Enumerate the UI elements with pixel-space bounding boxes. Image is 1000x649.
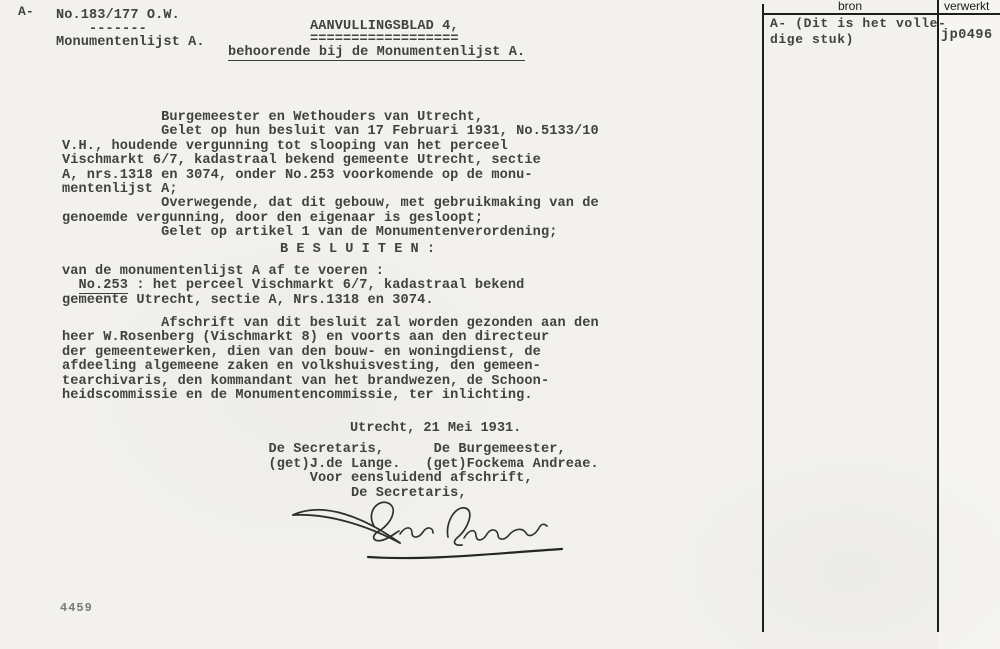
text-line: Gelet op hun besluit van 17 Februari 1931, No.5133/10	[62, 124, 599, 140]
dispatch-paragraph	[62, 317, 599, 403]
decision-item-number: No.253	[78, 278, 129, 294]
text-line: Afschrift van dit besluit zal worden gezonden aan den	[62, 316, 599, 331]
decision-line-1: van de monumentenlijst A af te voeren :	[62, 264, 385, 279]
text-line: heidscommissie en de Monumentencommissie, ter inlichting.	[62, 388, 533, 404]
document-title	[228, 20, 525, 60]
bron-note	[770, 16, 946, 47]
decision-line-2-rest: : het perceel Vischmarkt 6/7, kadastraal bekend	[128, 278, 525, 294]
decision-line-2	[62, 279, 524, 293]
annotation-column-divider-right	[937, 0, 939, 632]
dateline: Utrecht, 21 Mei 1931.	[350, 421, 522, 436]
bron-note-line-2: dige stuk)	[770, 31, 855, 47]
text-line: heer W.Rosenberg (Vischmarkt 8) en voorts aan den directeur	[62, 330, 550, 346]
column-header-verwerkt: verwerkt	[944, 0, 990, 13]
page-number: 4459	[60, 601, 93, 615]
annotation-column-divider-left	[762, 4, 764, 632]
text-line: tearchivaris, den kommandant van het brandwezen, de Schoon-	[62, 373, 550, 389]
title-rule: ==================	[310, 32, 459, 48]
reference-underline: -------	[56, 21, 147, 37]
text-line: Voor eensluidend afschrift,	[62, 471, 533, 487]
text-line: Burgemeester en Wethouders van Utrecht,	[62, 110, 484, 125]
annotation-header-rule	[762, 13, 1000, 15]
bron-note-line-1: A- (Dit is het volle-	[770, 16, 947, 31]
reference-block	[56, 9, 205, 50]
decision-heading: B E S L U I T E N :	[280, 242, 435, 257]
decision-paragraph	[62, 265, 524, 308]
text-line: V.H., houdende vergunning tot slooping van het perceel	[62, 138, 508, 154]
preamble-paragraphs	[62, 111, 599, 241]
verwerkt-value: jp0496	[941, 28, 993, 43]
text-line: De Secretaris, De Burgemeester,	[62, 442, 566, 457]
text-line: Overwegende, dat dit gebouw, met gebruikmaking van de	[62, 196, 599, 212]
text-line: Vischmarkt 6/7, kadastraal bekend gemeente Utrecht, sectie	[62, 153, 541, 169]
title-line-2: behoorende bij de Monumentenlijst A.	[228, 45, 526, 61]
text-line: afdeeling algemeene zaken en volkshuisvesting, den gemeen-	[62, 359, 541, 375]
text-line: De Secretaris,	[62, 485, 467, 501]
decision-line-3: gemeente Utrecht, sectie A, Nrs.1318 en 3074.	[62, 292, 434, 308]
list-label: Monumentenlijst A.	[56, 35, 205, 50]
text-line: A, nrs.1318 en 3074, onder No.253 voorkomende op de monu-	[62, 167, 533, 183]
decision-indent	[62, 278, 79, 293]
text-line: mentenlijst A;	[62, 182, 178, 198]
text-line: (get)J.de Lange. (get)Fockema Andreae.	[62, 456, 599, 472]
reference-number: No.183/177 O.W.	[56, 8, 180, 23]
title-line-1: AANVULLINGSBLAD 4,	[310, 19, 459, 34]
column-header-bron: bron	[837, 0, 863, 13]
text-line: Gelet op artikel 1 van de Monumentenverordening;	[62, 225, 558, 241]
corner-mark: A-	[18, 4, 34, 19]
signature-handwriting	[278, 492, 578, 570]
text-line: genoemde vergunning, door den eigenaar is gesloopt;	[62, 210, 484, 226]
text-line: der gemeentewerken, dien van den bouw- en woningdienst, de	[62, 344, 541, 360]
